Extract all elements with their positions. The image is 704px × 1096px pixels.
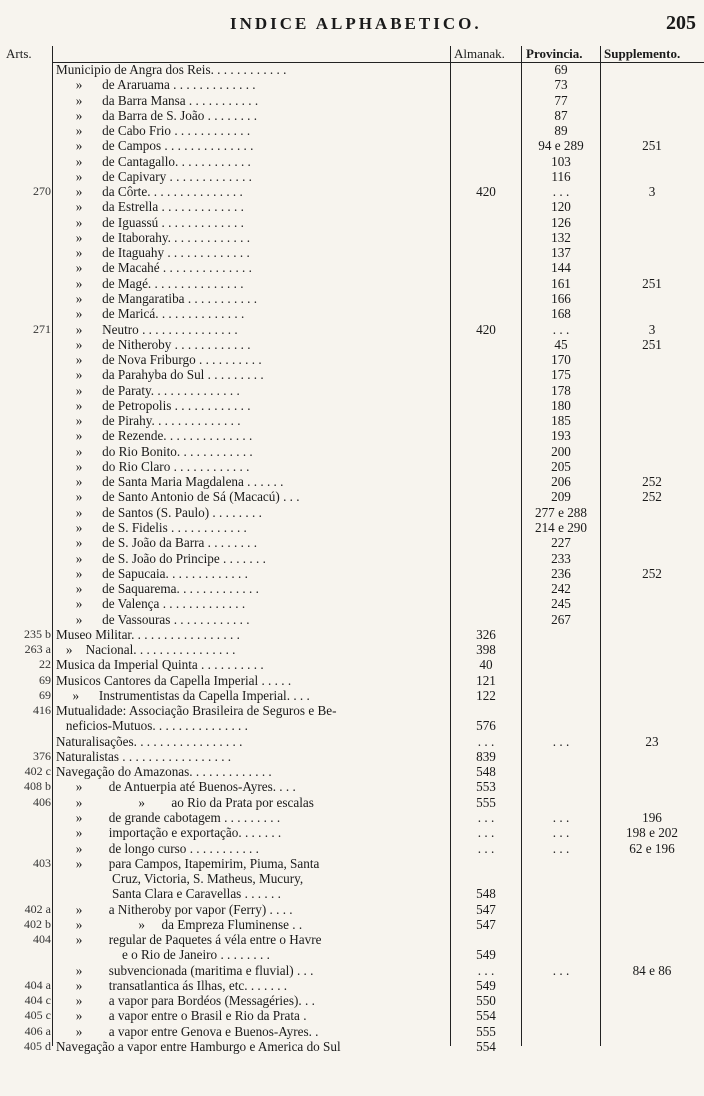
provincia-page: 185: [551, 413, 571, 429]
index-row: [0, 947, 704, 962]
entry-text: » de S. João da Barra . . . . . . . .: [56, 535, 258, 551]
index-row: [0, 199, 704, 214]
article-number: 405 c: [24, 1008, 51, 1023]
article-number: 406 a: [24, 1023, 51, 1038]
supplemento-page: 251: [642, 138, 662, 154]
entry-text: » de S. João do Principe . . . . . . .: [56, 550, 266, 566]
provincia-page: 77: [554, 92, 568, 108]
almanak-page: 40: [479, 657, 493, 673]
almanak-page: 555: [476, 1023, 496, 1039]
page-title: INDICE ALPHABETICO.: [230, 14, 482, 33]
col-header-arts: Arts.: [6, 46, 32, 61]
provincia-page: 178: [551, 382, 571, 398]
entry-text: » de Cantagallo. . . . . . . . . . . .: [56, 153, 251, 169]
index-row: [0, 993, 704, 1008]
index-row: [0, 260, 704, 275]
entry-text: » de Santo Antonio de Sá (Macacú) . . .: [56, 489, 300, 505]
col-header-almanak: Almanak.: [454, 46, 505, 61]
index-row: [0, 734, 704, 749]
entry-text: » da Estrella . . . . . . . . . . . . .: [56, 199, 244, 215]
entry-text: » de Iguassú . . . . . . . . . . . . .: [56, 214, 244, 230]
almanak-page: . . .: [477, 840, 495, 856]
index-row: [0, 764, 704, 779]
index-row: [0, 322, 704, 337]
supplemento-page: 84 e 86: [632, 962, 672, 978]
provincia-page: 144: [551, 260, 571, 276]
index-row: [0, 505, 704, 520]
almanak-page: . . .: [477, 825, 495, 841]
provincia-page: 245: [551, 596, 571, 612]
index-row: [0, 673, 704, 688]
article-number: 402 b: [24, 916, 51, 931]
provincia-page: 206: [551, 474, 571, 490]
col-header-supplemento: Supplemento.: [604, 46, 681, 61]
almanak-page: 122: [476, 687, 496, 703]
entry-text: » de longo curso . . . . . . . . . . .: [56, 840, 259, 856]
almanak-page: 550: [476, 993, 496, 1009]
provincia-page: . . .: [552, 810, 570, 826]
entry-text: » de Rezende. . . . . . . . . . . . . .: [56, 428, 253, 444]
provincia-page: 103: [551, 153, 571, 169]
index-row: [0, 688, 704, 703]
page-header: [0, 14, 704, 38]
index-row: [0, 749, 704, 764]
index-row: [0, 932, 704, 947]
provincia-page: . . .: [552, 321, 570, 337]
index-row: [0, 276, 704, 291]
almanak-page: . . .: [477, 733, 495, 749]
entry-text: » de Nitheroby . . . . . . . . . . . .: [56, 336, 251, 352]
provincia-page: 205: [551, 458, 571, 474]
index-row: [0, 795, 704, 810]
index-row: [0, 459, 704, 474]
article-number: 405 d: [24, 1039, 51, 1053]
entry-text: » Instrumentistas da Capella Imperial. . . .: [56, 687, 310, 703]
provincia-page: 69: [554, 62, 568, 77]
almanak-page: 549: [476, 977, 496, 993]
entry-text: » de S. Fidelis . . . . . . . . . . . .: [56, 519, 247, 535]
entry-text: » regular de Paquetes á véla entre o Havre: [56, 932, 322, 948]
article-number: 271: [33, 321, 51, 336]
entry-text: » a vapor entre Genova e Buenos-Ayres. .: [56, 1023, 319, 1039]
article-number: 408 b: [24, 779, 51, 794]
index-row: [0, 489, 704, 504]
supplemento-page: 62 e 196: [629, 840, 675, 856]
index-row: [0, 596, 704, 611]
entry-text: » de Itaborahy. . . . . . . . . . . . .: [56, 229, 250, 245]
supplemento-page: 3: [648, 321, 656, 337]
index-row: [0, 963, 704, 978]
article-number: 404 a: [24, 977, 51, 992]
entry-text: » a vapor para Bordéos (Messagéries). . .: [56, 993, 315, 1009]
almanak-page: 420: [476, 184, 496, 200]
article-number: 69: [39, 672, 51, 687]
entry-text: » da Barra Mansa . . . . . . . . . . .: [56, 92, 259, 108]
almanak-page: 326: [476, 626, 496, 642]
entry-text: » de Maricá. . . . . . . . . . . . . .: [56, 306, 245, 322]
entry-text: » de Santa Maria Magdalena . . . . . .: [56, 474, 284, 490]
index-row: [0, 703, 704, 718]
entry-text: » de grande cabotagem . . . . . . . . .: [56, 810, 281, 826]
provincia-page: 267: [551, 611, 571, 627]
entry-text: » a vapor entre o Brasil e Rio da Prata .: [56, 1008, 307, 1024]
article-number: 235 b: [24, 626, 51, 641]
article-number: 404: [33, 932, 51, 947]
index-table: [0, 62, 704, 1054]
article-number: 403: [33, 855, 51, 870]
index-row: [0, 428, 704, 443]
index-row: [0, 444, 704, 459]
entry-text: » do Rio Bonito. . . . . . . . . . . .: [56, 443, 253, 459]
entry-text: » de Macahé . . . . . . . . . . . . . .: [56, 260, 252, 276]
index-row: [0, 245, 704, 260]
index-row: [0, 810, 704, 825]
entry-text: Musicos Cantores da Capella Imperial . . . . .: [56, 672, 292, 688]
index-row: [0, 93, 704, 108]
provincia-page: 168: [551, 306, 571, 322]
entry-text: » de Cabo Frio . . . . . . . . . . . .: [56, 123, 251, 139]
provincia-page: 166: [551, 290, 571, 306]
entry-text: neficios-Mutuos. . . . . . . . . . . . . . .: [56, 718, 248, 734]
supplemento-page: 251: [642, 275, 662, 291]
index-row: [0, 154, 704, 169]
entry-text: » do Rio Claro . . . . . . . . . . . .: [56, 458, 250, 474]
index-row: [0, 169, 704, 184]
index-row: [0, 581, 704, 596]
page-number: 205: [666, 12, 696, 34]
article-number: 416: [33, 703, 51, 718]
supplemento-page: 196: [642, 810, 662, 826]
provincia-page: 277 e 288: [534, 504, 587, 520]
entry-text: » » da Empreza Fluminense . .: [56, 916, 303, 932]
provincia-page: 87: [554, 107, 568, 123]
supplemento-page: 252: [642, 565, 662, 581]
entry-text: » de Sapucaia. . . . . . . . . . . . .: [56, 565, 248, 581]
entry-text: » » ao Rio da Prata por escalas: [56, 794, 314, 810]
article-number: 406: [33, 794, 51, 809]
provincia-page: . . .: [552, 840, 570, 856]
provincia-page: 89: [554, 123, 568, 139]
entry-text: » subvencionada (maritima e fluvial) . . .: [56, 962, 314, 978]
index-row: [0, 138, 704, 153]
provincia-page: . . .: [552, 184, 570, 200]
index-row: [0, 612, 704, 627]
almanak-page: 121: [476, 672, 496, 688]
almanak-page: 548: [476, 764, 496, 780]
almanak-page: . . .: [477, 962, 495, 978]
entry-text: » de Valença . . . . . . . . . . . . .: [56, 596, 246, 612]
entry-text: Navegação do Amazonas. . . . . . . . . . . . .: [56, 764, 272, 780]
article-number: 263 a: [24, 642, 51, 657]
entry-text: Municipio de Angra dos Reis. . . . . . . . . . . .: [56, 62, 287, 77]
index-row: [0, 108, 704, 123]
article-number: 404 c: [24, 993, 51, 1008]
index-row: [0, 642, 704, 657]
supplemento-page: 252: [642, 474, 662, 490]
provincia-page: 137: [551, 245, 571, 261]
index-row: [0, 1039, 704, 1054]
entry-text: » da Parahyba do Sul . . . . . . . . .: [56, 367, 264, 383]
index-row: [0, 306, 704, 321]
index-row: [0, 383, 704, 398]
entry-text: » importação e exportação. . . . . . .: [56, 825, 282, 841]
provincia-page: 73: [554, 77, 568, 93]
index-row: [0, 657, 704, 672]
index-row: [0, 398, 704, 413]
almanak-page: 553: [476, 779, 496, 795]
entry-text: Museo Militar. . . . . . . . . . . . . . . . .: [56, 626, 240, 642]
index-row: [0, 535, 704, 550]
provincia-page: 94 e 289: [538, 138, 584, 154]
provincia-page: 175: [551, 367, 571, 383]
index-row: [0, 123, 704, 138]
entry-text: Naturalisações. . . . . . . . . . . . . . . . .: [56, 733, 243, 749]
entry-text: Navegação a vapor entre Hamburgo e America do Sul: [56, 1039, 341, 1054]
supplemento-page: 198 e 202: [625, 825, 678, 841]
index-row: [0, 291, 704, 306]
entry-text: » a Nitheroby por vapor (Ferry) . . . .: [56, 901, 293, 917]
provincia-page: . . .: [552, 825, 570, 841]
entry-text: » de Nova Friburgo . . . . . . . . . .: [56, 352, 262, 368]
entry-text: » transatlantica ás Ilhas, etc. . . . . . .: [56, 977, 288, 993]
provincia-page: 161: [551, 275, 571, 291]
index-row: [0, 230, 704, 245]
entry-text: » de Campos . . . . . . . . . . . . . .: [56, 138, 254, 154]
provincia-page: . . .: [552, 962, 570, 978]
provincia-page: 214 e 290: [534, 519, 587, 535]
entry-text: Musica da Imperial Quinta . . . . . . . . . .: [56, 657, 264, 673]
entry-text: » Neutro . . . . . . . . . . . . . . .: [56, 321, 238, 337]
supplemento-page: 251: [642, 336, 662, 352]
almanak-page: 576: [476, 718, 496, 734]
provincia-page: 116: [551, 168, 571, 184]
index-row: [0, 902, 704, 917]
index-row: [0, 871, 704, 886]
index-row: [0, 413, 704, 428]
index-row: [0, 779, 704, 794]
almanak-page: 548: [476, 886, 496, 902]
provincia-page: 193: [551, 428, 571, 444]
entry-text: » de Mangaratiba . . . . . . . . . . .: [56, 290, 258, 306]
entry-text: Naturalistas . . . . . . . . . . . . . . . . .: [56, 748, 232, 764]
almanak-page: 420: [476, 321, 496, 337]
article-number: 402 a: [24, 901, 51, 916]
index-row: [0, 337, 704, 352]
index-row: [0, 367, 704, 382]
almanak-page: 555: [476, 794, 496, 810]
entry-text: » de Itaguahy . . . . . . . . . . . . .: [56, 245, 250, 261]
provincia-page: 242: [551, 581, 571, 597]
entry-text: » de Capivary . . . . . . . . . . . . .: [56, 168, 252, 184]
index-row: [0, 825, 704, 840]
index-row: [0, 215, 704, 230]
article-number: 69: [39, 687, 51, 702]
almanak-page: 398: [476, 642, 496, 658]
index-row: [0, 352, 704, 367]
article-number: 22: [39, 657, 51, 672]
entry-text: » de Araruama . . . . . . . . . . . . .: [56, 77, 256, 93]
index-row: [0, 1024, 704, 1039]
provincia-page: 209: [551, 489, 571, 505]
article-number: 270: [33, 184, 51, 199]
provincia-page: 180: [551, 397, 571, 413]
index-row: [0, 841, 704, 856]
almanak-page: 554: [476, 1008, 496, 1024]
entry-text: » de Magé. . . . . . . . . . . . . . .: [56, 275, 244, 291]
entry-text: » de Saquarema. . . . . . . . . . . . .: [56, 581, 259, 597]
index-row: [0, 978, 704, 993]
supplemento-page: 3: [648, 184, 656, 200]
entry-text: » da Barra de S. João . . . . . . . .: [56, 107, 258, 123]
almanak-page: 547: [476, 901, 496, 917]
index-row: [0, 917, 704, 932]
provincia-page: 170: [551, 352, 571, 368]
entry-text: » de Santos (S. Paulo) . . . . . . . .: [56, 504, 262, 520]
index-row: [0, 718, 704, 733]
entry-text: » de Antuerpia até Buenos-Ayres. . . .: [56, 779, 296, 795]
entry-text: e o Rio de Janeiro . . . . . . . .: [56, 947, 270, 963]
index-row: [0, 566, 704, 581]
entry-text: » da Côrte. . . . . . . . . . . . . . .: [56, 184, 243, 200]
index-row: [0, 77, 704, 92]
entry-text: Cruz, Victoria, S. Matheus, Mucury,: [56, 871, 304, 887]
provincia-page: 227: [551, 535, 571, 551]
index-row: [0, 474, 704, 489]
entry-text: Santa Clara e Caravellas . . . . . .: [56, 886, 281, 902]
entry-text: » Nacional. . . . . . . . . . . . . . . .: [56, 642, 236, 658]
provincia-page: 120: [551, 199, 571, 215]
supplemento-page: 23: [645, 733, 659, 749]
provincia-page: 233: [551, 550, 571, 566]
article-number: 402 c: [24, 764, 51, 779]
index-row: [0, 856, 704, 871]
provincia-page: . . .: [552, 733, 570, 749]
index-row: [0, 627, 704, 642]
provincia-page: 200: [551, 443, 571, 459]
entry-text: » de Pirahy. . . . . . . . . . . . . .: [56, 413, 241, 429]
almanak-page: 547: [476, 916, 496, 932]
entry-text: Mutualidade: Associação Brasileira de Seguros e Be-: [56, 703, 337, 719]
index-row: [0, 520, 704, 535]
almanak-page: 549: [476, 947, 496, 963]
almanak-page: 554: [476, 1039, 496, 1054]
supplemento-page: 252: [642, 489, 662, 505]
almanak-page: 839: [476, 748, 496, 764]
index-row: [0, 886, 704, 901]
index-row: [0, 184, 704, 199]
article-number: 376: [33, 748, 51, 763]
index-row: [0, 62, 704, 77]
provincia-page: 126: [551, 214, 571, 230]
provincia-page: 236: [551, 565, 571, 581]
col-header-provincia: Provincia.: [526, 46, 583, 61]
provincia-page: 132: [551, 229, 571, 245]
almanak-page: . . .: [477, 810, 495, 826]
index-row: [0, 551, 704, 566]
provincia-page: 45: [554, 336, 568, 352]
index-row: [0, 1008, 704, 1023]
entry-text: » para Campos, Itapemirim, Piuma, Santa: [56, 855, 320, 871]
entry-text: » de Vassouras . . . . . . . . . . . .: [56, 611, 250, 627]
entry-text: » de Paraty. . . . . . . . . . . . . .: [56, 382, 240, 398]
entry-text: » de Petropolis . . . . . . . . . . . .: [56, 397, 251, 413]
